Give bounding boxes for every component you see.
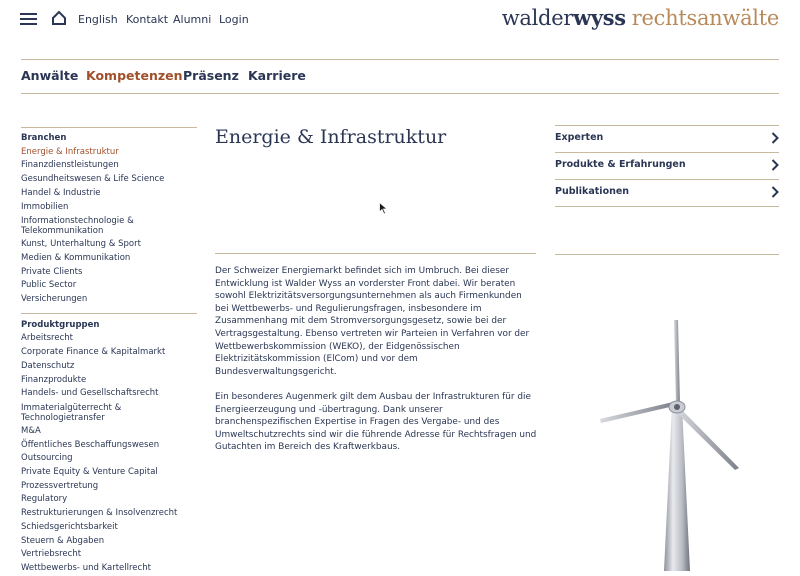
rightnav-experten-label: Experten bbox=[555, 132, 604, 143]
chevron-right-icon bbox=[771, 159, 779, 171]
header-divider-bottom bbox=[21, 93, 779, 94]
home-icon[interactable] bbox=[51, 10, 67, 26]
rightnav-publikationen[interactable] bbox=[555, 180, 779, 207]
content-divider bbox=[215, 253, 536, 254]
sidebar-item-outsourcing[interactable]: Outsourcing bbox=[21, 453, 73, 464]
rightnav-publikationen-label: Publikationen bbox=[555, 186, 630, 197]
sidebar-item-immobilien[interactable]: Immobilien bbox=[21, 201, 69, 212]
sidebar-item-immaterialgueterrecht[interactable]: Immaterialgüterrecht & Technologietransfer bbox=[21, 402, 122, 423]
sidebar bbox=[21, 132, 197, 576]
sidebar-item-ma[interactable]: M&A bbox=[21, 425, 41, 436]
sidebar-item-corporate-finance[interactable]: Corporate Finance & Kapitalmarkt bbox=[21, 347, 166, 358]
mouse-cursor-icon bbox=[379, 200, 388, 213]
logo[interactable] bbox=[502, 5, 779, 30]
topnav-alumni-link[interactable]: Alumni bbox=[173, 13, 212, 26]
mainnav-praesenz[interactable]: Präsenz bbox=[183, 68, 239, 83]
rightnav-produkte-label: Produkte & Erfahrungen bbox=[555, 159, 686, 170]
mainnav-anwaelte[interactable]: Anwälte bbox=[21, 68, 79, 83]
sidebar-item-beschaffungswesen[interactable]: Öffentliches Beschaffungswesen bbox=[21, 439, 160, 450]
header-divider-top bbox=[21, 59, 779, 60]
rightnav-divider-bottom bbox=[555, 254, 779, 255]
mainnav-kompetenzen[interactable]: Kompetenzen bbox=[86, 68, 183, 83]
logo-part-wyss: wyss bbox=[573, 5, 626, 30]
sidebar-item-restrukturierungen[interactable]: Restrukturierungen & Insolvenzrecht bbox=[21, 508, 178, 519]
sidebar-divider-top bbox=[21, 127, 197, 128]
sidebar-item-energie[interactable]: Energie & Infrastruktur bbox=[21, 146, 119, 157]
sidebar-item-finanzdienstleistungen[interactable]: Finanzdienstleistungen bbox=[21, 160, 119, 171]
sidebar-item-kunst[interactable]: Kunst, Unterhaltung & Sport bbox=[21, 239, 141, 250]
content-paragraph-2: Ein besonderes Augenmerk gilt dem Ausbau der Infrastrukturen für die Energieerzeugung und -übertragung. Dank unserer branchenspezifischen Expertise in Fragen des Vergabe- und des Umweltschutzrechts sind wir die führende Adresse für Rechtsfragen und Gutachten im Bereich des Kraftwerkbaus. bbox=[215, 391, 537, 453]
rightnav-produkte-erfahrungen[interactable] bbox=[555, 153, 779, 180]
chevron-right-icon bbox=[771, 132, 779, 144]
sidebar-divider-middle bbox=[21, 313, 197, 314]
content-paragraph-1: Der Schweizer Energiemarkt befindet sich im Umbruch. Bei dieser Entwicklung ist Walder Wyss an vorderster Front dabei. Wir beraten sowohl Elektrizitätsversorgungsunternehmen als auch Firmenkunden bei Wettbewerbs- und Regulierungsfragen, insbesondere im Zusammenhang mit dem Stromversorgungsgesetz, sowie bei der Vertragsgestaltung. Ebenso vertreten wir Parteien in Verfahren vor der Wettbewerbskommission (WEKO), der Eidgenössischen Elektrizitätskommission (ElCom) und vor dem Bundesverwaltungsgericht. bbox=[215, 266, 530, 377]
sidebar-item-vertriebsrecht[interactable]: Vertriebsrecht bbox=[21, 549, 82, 560]
wind-turbine-image bbox=[598, 320, 758, 571]
sidebar-item-schiedsgerichtsbarkeit[interactable]: Schiedsgerichtsbarkeit bbox=[21, 521, 118, 532]
sidebar-item-gesundheitswesen[interactable]: Gesundheitswesen & Life Science bbox=[21, 174, 165, 185]
topnav-login-link[interactable]: Login bbox=[219, 13, 249, 26]
topnav-kontakt-link[interactable]: Kontakt bbox=[126, 13, 169, 26]
chevron-right-icon bbox=[771, 186, 779, 198]
logo-part-rechtsanwaelte: rechtsanwälte bbox=[631, 6, 779, 30]
sidebar-item-handelsrecht[interactable]: Handels- und Gesellschaftsrecht bbox=[21, 388, 159, 399]
rightnav-experten[interactable] bbox=[555, 126, 779, 153]
sidebar-item-regulatory[interactable]: Regulatory bbox=[21, 494, 68, 505]
menu-icon[interactable] bbox=[20, 13, 37, 25]
sidebar-item-handel[interactable]: Handel & Industrie bbox=[21, 187, 101, 198]
content-body bbox=[215, 265, 537, 467]
sidebar-item-steuern[interactable]: Steuern & Abgaben bbox=[21, 535, 105, 546]
sidebar-item-informationstechnologie[interactable]: Informationstechnologie & Telekommunikation bbox=[21, 216, 134, 237]
sidebar-item-versicherungen[interactable]: Versicherungen bbox=[21, 294, 88, 305]
logo-part-walder: walder bbox=[501, 6, 574, 30]
sidebar-item-private-clients[interactable]: Private Clients bbox=[21, 266, 83, 277]
sidebar-item-public-sector[interactable]: Public Sector bbox=[21, 280, 77, 291]
sidebar-item-arbeitsrecht[interactable]: Arbeitsrecht bbox=[21, 333, 73, 344]
sidebar-heading-branchen: Branchen bbox=[21, 133, 67, 143]
sidebar-item-medien[interactable]: Medien & Kommunikation bbox=[21, 252, 131, 263]
sidebar-item-datenschutz[interactable]: Datenschutz bbox=[21, 360, 75, 371]
topnav-english-link[interactable]: English bbox=[78, 13, 118, 26]
mainnav-karriere[interactable]: Karriere bbox=[248, 68, 306, 83]
page-title: Energie & Infrastruktur bbox=[215, 126, 447, 148]
sidebar-item-finanzprodukte[interactable]: Finanzprodukte bbox=[21, 374, 87, 385]
sidebar-item-prozessvertretung[interactable]: Prozessvertretung bbox=[21, 480, 99, 491]
sidebar-heading-produktgruppen: Produktgruppen bbox=[21, 319, 100, 330]
sidebar-item-wettbewerbsrecht[interactable]: Wettbewerbs- und Kartellrecht bbox=[21, 562, 151, 573]
sidebar-item-private-equity[interactable]: Private Equity & Venture Capital bbox=[21, 467, 158, 478]
